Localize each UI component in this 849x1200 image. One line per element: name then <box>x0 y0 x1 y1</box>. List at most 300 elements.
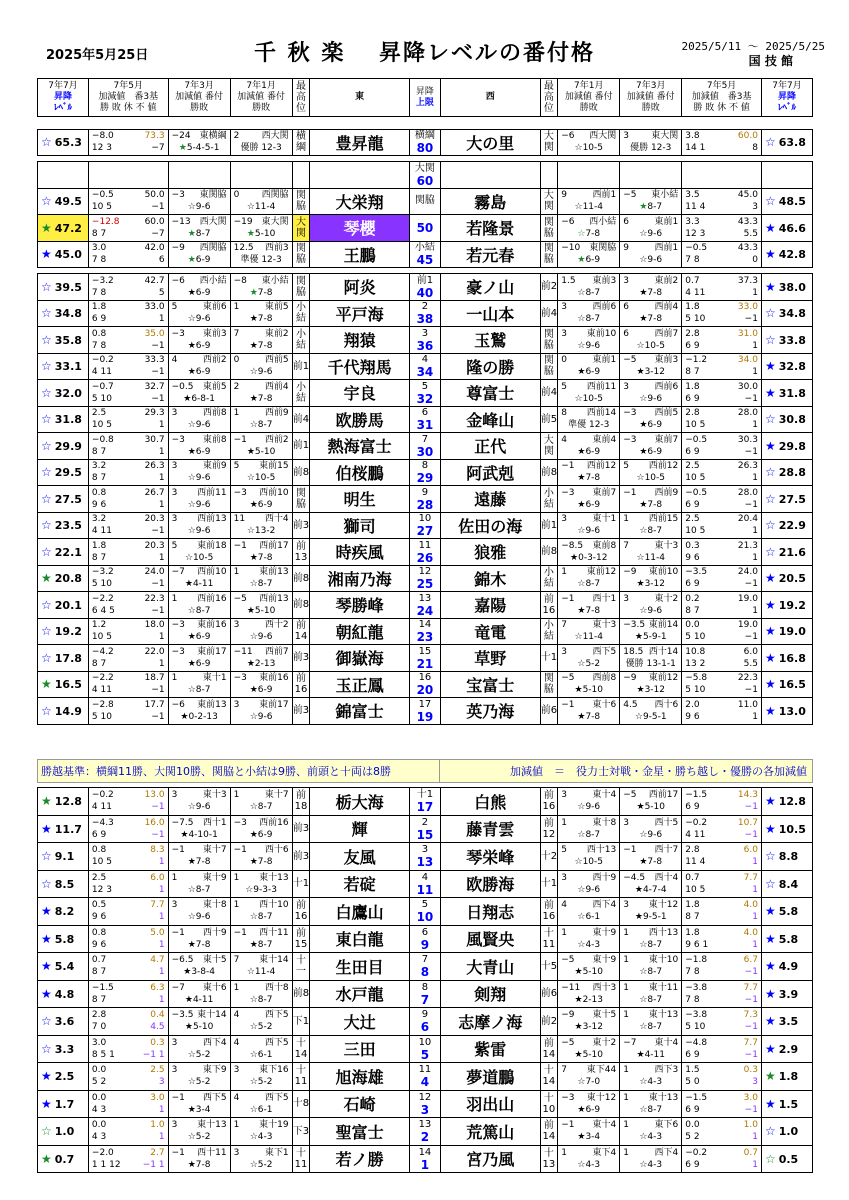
hist-line-2 <box>620 1021 681 1033</box>
adjust-value: −2.2 <box>91 593 114 604</box>
losses: 8 <box>100 340 107 351</box>
record-line-2 <box>89 340 168 352</box>
record-line-2 <box>682 393 761 405</box>
adjust-value: 3 <box>171 1037 178 1048</box>
level-value: 27.5 <box>54 492 82 506</box>
win-loss <box>685 287 705 299</box>
record-jan <box>558 486 620 513</box>
level-value: 1.0 <box>54 1125 75 1139</box>
adjust-value: −6 <box>171 275 185 286</box>
losses: 11 <box>100 685 112 696</box>
adjust-value: −3.5 <box>685 567 708 578</box>
hist-line-1 <box>169 872 230 884</box>
wins: 5 <box>685 314 691 325</box>
record-mar <box>620 592 682 619</box>
record: 7-8 <box>647 857 663 868</box>
hist-line-2 <box>620 340 681 352</box>
record-jan <box>558 1035 620 1063</box>
level-star-icon: ☆ <box>41 465 52 480</box>
west-level <box>761 512 812 539</box>
losses: 8 <box>693 967 700 978</box>
record-jan <box>230 815 292 843</box>
hist-line-1 <box>558 566 619 578</box>
rank: 東十10 <box>648 955 679 966</box>
value: −1 <box>151 711 165 722</box>
record: 5-10 <box>582 967 604 978</box>
adjust-value: 0 <box>561 355 567 366</box>
losses: 6 <box>100 912 107 923</box>
rank-base-value: 3.0 <box>150 1092 165 1103</box>
level-star-icon: ☆ <box>764 849 776 864</box>
west-level <box>761 380 812 407</box>
table-row <box>38 843 813 871</box>
record-mar <box>168 241 230 268</box>
wins: 8 <box>91 1049 98 1060</box>
result-star-icon: ☆ <box>639 526 648 537</box>
record-line-2 <box>89 856 168 868</box>
result-star-icon: ★ <box>183 393 192 404</box>
hist-line-2 <box>620 605 681 617</box>
result-star-icon: ☆ <box>639 1022 648 1033</box>
result-star-icon: ☆ <box>249 1132 258 1143</box>
rank: 東前5 <box>202 381 227 392</box>
level-value: 20.8 <box>54 572 82 586</box>
wins: 6 <box>685 1104 691 1115</box>
record: 8-7 <box>647 994 663 1005</box>
losses: 9 <box>693 1049 700 1060</box>
losses: 9 <box>693 579 700 590</box>
record: 5-2 <box>257 1077 273 1088</box>
result-star-icon: ★ <box>187 340 196 351</box>
adjust-value: 7 <box>561 1065 567 1076</box>
mid-cell <box>409 406 440 433</box>
record-line-1 <box>682 789 761 801</box>
mid-cell <box>409 1035 440 1063</box>
record-line-1 <box>682 434 761 446</box>
column-header <box>37 78 813 117</box>
win-loss <box>92 472 106 484</box>
east-rikishi-name: 熱海富士 <box>310 433 410 460</box>
legend-criteria: 勝越基準：横綱11勝、大関10勝、関脇と小結は9勝、前頭と十両は8勝 <box>38 760 440 782</box>
adjust-value: 1 <box>171 593 178 604</box>
result-star-icon: ★ <box>636 1049 645 1060</box>
record-mar <box>168 300 230 327</box>
adjust-value: 3.5 <box>685 190 700 201</box>
record-line-1 <box>89 954 168 966</box>
record-jan <box>230 129 292 156</box>
losses: 10 <box>100 711 112 722</box>
result-star-icon: ☆ <box>249 632 258 643</box>
adjust-value: 3.0 <box>91 1037 107 1048</box>
adjust-value: −1 <box>561 1120 575 1131</box>
adjust-value: 3.2 <box>91 461 107 472</box>
rank: 西前17 <box>648 790 679 801</box>
record: 5-2 <box>195 1049 211 1060</box>
wins: 9 <box>91 499 98 510</box>
record-mar <box>168 406 230 433</box>
result-star-icon: ☆ <box>574 857 583 868</box>
losses: 11 <box>100 802 112 813</box>
level-star-icon: ☆ <box>41 438 52 453</box>
hist-line-1 <box>558 487 619 499</box>
east-rikishi-name: 琴櫻 <box>310 215 410 242</box>
adjust-value: −5 <box>561 1037 575 1048</box>
record-may <box>88 433 168 460</box>
level-value: 45.0 <box>54 248 82 262</box>
result-star-icon: ★ <box>577 473 586 484</box>
level-value: 5.4 <box>54 960 75 974</box>
adjust-value: −1 <box>561 593 575 604</box>
result-star-icon: ☆ <box>246 967 255 978</box>
hist-line-2 <box>620 1076 681 1088</box>
record-may <box>88 380 168 407</box>
losses: 4 <box>699 857 706 868</box>
record-mar <box>620 1145 682 1173</box>
wins: 4 <box>91 367 98 378</box>
banzuke-table-upper <box>37 123 813 725</box>
hist-line-2 <box>169 472 230 484</box>
hist-line-2 <box>558 142 619 154</box>
result-star-icon: ☆ <box>639 228 648 239</box>
level-value: 23.5 <box>54 519 82 533</box>
record-line-1 <box>89 982 168 994</box>
record-may <box>682 565 762 592</box>
rank: 西十8 <box>264 982 289 993</box>
record-mar <box>620 486 682 513</box>
adjust-value: 0.0 <box>91 1065 107 1076</box>
east-highest-rank: 前18 <box>292 788 310 816</box>
hist-line-2 <box>620 254 681 266</box>
adjust-value: 4 <box>171 355 178 366</box>
win-loss <box>685 1131 699 1143</box>
result-star-icon: ☆ <box>187 1132 196 1143</box>
record-line-2 <box>682 1021 761 1033</box>
losses: 11 <box>693 287 706 298</box>
rank: 東十13 <box>648 1010 679 1021</box>
win-loss <box>92 499 106 511</box>
adjust-value: 1 <box>233 790 240 801</box>
record-line-2 <box>682 658 761 670</box>
record-line-2 <box>682 472 761 484</box>
table-row <box>38 1090 813 1118</box>
record-line-2 <box>89 472 168 484</box>
adjust-value: 18.5 <box>623 646 644 657</box>
rank: 東十13 <box>648 1092 679 1103</box>
east-level <box>38 486 89 513</box>
adjust-value: 2 <box>233 381 240 392</box>
hist-line-1 <box>620 619 681 631</box>
value: 1 <box>752 1159 758 1170</box>
record-jan <box>558 1008 620 1036</box>
rank: 西下5 <box>592 646 617 657</box>
record-mar <box>620 953 682 981</box>
adjust-value: 1.8 <box>685 302 700 313</box>
west-level <box>761 539 812 566</box>
record-mar <box>620 843 682 871</box>
adjust-value: 7 <box>233 955 240 966</box>
adjust-value: 4 <box>233 1010 240 1021</box>
losses: 6 <box>693 552 700 563</box>
adjust-value: 2.5 <box>91 872 107 883</box>
rank-base-value: 42.0 <box>144 243 165 254</box>
record-may <box>88 565 168 592</box>
record-jan <box>230 1145 292 1173</box>
value: 5.5 <box>743 228 758 239</box>
rank: 東十4 <box>654 1037 679 1048</box>
record-jan <box>230 592 292 619</box>
losses: 7 <box>693 912 700 923</box>
rank-base-value: 7.3 <box>743 1010 758 1021</box>
east-highest-rank: 前8 <box>292 980 310 1008</box>
rank: 西十13 <box>648 927 679 938</box>
adjust-value: −1.5 <box>685 790 708 801</box>
record-line-2 <box>682 711 761 723</box>
adjust-value: −1 <box>171 927 185 938</box>
rank-base-value: 60.0 <box>144 216 165 227</box>
rank-base-value: 22.0 <box>144 646 165 657</box>
rank-base-value: 8.3 <box>150 845 165 856</box>
wins: 8 <box>91 552 98 563</box>
west-rikishi-name: 一山本 <box>440 300 540 327</box>
level-star-icon: ★ <box>41 904 52 919</box>
mid-cap: 30 <box>416 444 434 459</box>
adjust-value: −0.8 <box>91 434 114 445</box>
adjust-value: 0.2 <box>685 593 700 604</box>
losses: 7 <box>100 994 107 1005</box>
rank: 東前14 <box>648 620 679 631</box>
absences: 12 <box>109 1159 121 1170</box>
rank: 東十1 <box>202 673 227 684</box>
adjust-value: −12.8 <box>91 216 120 227</box>
hist-line-2 <box>231 142 292 154</box>
adjust-value: 3 <box>561 790 567 801</box>
mid-rank: 11 <box>418 1064 432 1076</box>
east-highest-rank: 前1 <box>292 433 310 460</box>
hist-line-1 <box>620 1009 681 1021</box>
hist-line-2 <box>558 578 619 590</box>
record: 7-8 <box>195 939 211 950</box>
west-rikishi-name: 正代 <box>440 433 540 460</box>
hist-line-2 <box>169 711 230 723</box>
result-star-icon: ☆ <box>187 1077 196 1088</box>
value: 1 <box>158 857 165 868</box>
adjust-value: −2.2 <box>91 673 114 684</box>
west-highest-rank <box>540 162 558 189</box>
result-star-icon: ★ <box>639 499 648 510</box>
adjust-value: −19 <box>233 216 253 227</box>
wins: 13 <box>685 658 697 669</box>
adjust-value: −5 <box>561 673 575 684</box>
record-line-2 <box>89 1159 168 1171</box>
mid-rank: 大関 <box>414 162 435 174</box>
east-level <box>38 241 89 268</box>
record-mar <box>620 1008 682 1036</box>
record-may <box>88 162 168 189</box>
value: −1 <box>744 685 758 696</box>
level-star-icon: ☆ <box>764 544 776 559</box>
rank: 東前9 <box>202 461 227 472</box>
adjust-value: −5 <box>623 790 637 801</box>
west-highest-rank: 十1 <box>540 870 558 898</box>
rank: 東前15 <box>259 461 289 472</box>
level-star-icon: ☆ <box>764 412 776 427</box>
adjust-value: 1 <box>561 567 567 578</box>
level-star-icon: ☆ <box>41 518 52 533</box>
rank: 東十7 <box>264 790 289 801</box>
hist-line-1 <box>169 130 230 142</box>
hist-line-1 <box>558 242 619 254</box>
record: 6-9 <box>195 287 211 298</box>
record-mar <box>168 980 230 1008</box>
level-star-icon: ☆ <box>41 597 52 612</box>
hist-line-1 <box>231 275 292 287</box>
value: 1 <box>158 1104 165 1115</box>
value: 1 <box>752 857 758 868</box>
record: 9-6 <box>647 829 663 840</box>
adjust-value: −0.7 <box>91 381 114 392</box>
hist-line-1 <box>231 982 292 994</box>
record-jan <box>230 274 292 301</box>
mid-cell <box>409 1063 440 1091</box>
adjust-value: −4.3 <box>91 817 114 828</box>
record-jan <box>230 953 292 981</box>
record-mar <box>168 618 230 645</box>
record-may <box>682 1063 762 1091</box>
mid-cap: 2 <box>420 1130 430 1145</box>
record-mar <box>168 671 230 698</box>
record: 5-10 <box>192 1022 214 1033</box>
hist-line-2 <box>558 711 619 723</box>
rank-base-value: 34.0 <box>737 355 758 366</box>
west-highest-rank: 前2 <box>540 1008 558 1036</box>
rank: 西下4 <box>592 900 617 911</box>
level-star-icon: ☆ <box>41 412 52 427</box>
west-highest-rank: 十2 <box>540 843 558 871</box>
hist-line-2 <box>231 1049 292 1061</box>
record-line-1 <box>682 982 761 994</box>
west-level <box>761 843 812 871</box>
rank-base-value: 22.3 <box>737 673 758 684</box>
east-level <box>38 1008 89 1036</box>
record: 9-6 <box>257 367 273 378</box>
record-mar <box>620 1063 682 1091</box>
result-star-icon: ★ <box>636 685 645 696</box>
record: 4-3 <box>647 1077 663 1088</box>
mid-rank: 17 <box>418 698 432 710</box>
record-line-2 <box>89 801 168 813</box>
record-may <box>682 274 762 301</box>
level-star-icon: ★ <box>41 794 52 809</box>
record-jan <box>558 406 620 433</box>
result-star-icon: ☆ <box>187 685 196 696</box>
adjust-value: 1 <box>623 1010 629 1021</box>
rank: 西十1 <box>202 817 227 828</box>
rank: 西前2 <box>264 434 289 445</box>
level-value: 31.8 <box>54 413 82 427</box>
record-may <box>88 129 168 156</box>
rank: 東十1 <box>592 514 617 525</box>
adjust-value: −0.2 <box>91 355 114 366</box>
mid-cap: 1 <box>420 1157 430 1172</box>
hist-line-1 <box>231 460 292 472</box>
hist-line-2 <box>620 393 681 405</box>
level-star-icon: ★ <box>41 1096 52 1111</box>
adjust-value: −0.5 <box>685 434 708 445</box>
value: 1 <box>158 658 165 669</box>
wins: 10 <box>91 857 104 868</box>
level-star-icon: ★ <box>41 1069 52 1084</box>
adjust-value: −11 <box>561 982 581 993</box>
hist-line-2 <box>620 801 681 813</box>
record-mar <box>620 925 682 953</box>
east-rikishi-name: 大辻 <box>310 1008 410 1036</box>
table-row <box>38 215 813 242</box>
rank: 東十4 <box>592 790 617 801</box>
adjust-value: −1 <box>623 845 637 856</box>
hist-line-2 <box>169 142 230 154</box>
record: 7-8 <box>585 711 601 722</box>
wins: 10 <box>685 884 697 895</box>
west-level <box>761 925 812 953</box>
level-star-icon: ☆ <box>764 876 776 891</box>
level-value: 5.8 <box>54 932 75 946</box>
hist-line-1 <box>231 381 292 393</box>
east-level <box>38 788 89 816</box>
hist-line-1 <box>169 328 230 340</box>
west-level <box>761 698 812 725</box>
level-star-icon: ☆ <box>41 650 52 665</box>
adjust-value: 1 <box>233 982 240 993</box>
west-rikishi-name: 宝富士 <box>440 671 540 698</box>
record-mar <box>168 565 230 592</box>
hist-line-2 <box>558 254 619 266</box>
mid-rank: 9 <box>421 486 429 498</box>
hist-line-2 <box>231 525 292 537</box>
result-star-icon: ★ <box>577 1104 586 1115</box>
adjust-value: −8.0 <box>91 131 114 142</box>
adjust-value: 0.8 <box>91 927 107 938</box>
rank: 西前8 <box>202 408 227 419</box>
east-level <box>38 870 89 898</box>
hist-line-2 <box>558 287 619 299</box>
losses: 8 <box>693 255 700 266</box>
record-may <box>88 215 168 242</box>
hist-line-2 <box>558 313 619 325</box>
adjust-value: −1 <box>623 487 637 498</box>
adjust-value: 1.5 <box>561 275 576 286</box>
west-level <box>761 162 812 189</box>
hist-line-1 <box>620 593 681 605</box>
hist-line-2 <box>558 525 619 537</box>
level-star-icon: ★ <box>764 821 776 836</box>
record-jan <box>230 980 292 1008</box>
hist-line-1 <box>620 487 681 499</box>
level-value: 29.8 <box>778 439 806 453</box>
table-row <box>38 1118 813 1146</box>
record-may <box>88 406 168 433</box>
hist-line-1 <box>231 593 292 605</box>
rank: 西前6 <box>654 381 679 392</box>
hist-line-1 <box>620 1147 681 1159</box>
mid-cap: 3 <box>420 1102 430 1117</box>
adjust-value: 3 <box>233 620 240 631</box>
west-rikishi-name: 羽出山 <box>440 1090 540 1118</box>
record-may <box>682 539 762 566</box>
rank-base-value: 22.3 <box>144 593 165 604</box>
table-row <box>38 980 813 1008</box>
hist-line-1 <box>620 646 681 658</box>
record: 6-1 <box>257 1049 273 1060</box>
